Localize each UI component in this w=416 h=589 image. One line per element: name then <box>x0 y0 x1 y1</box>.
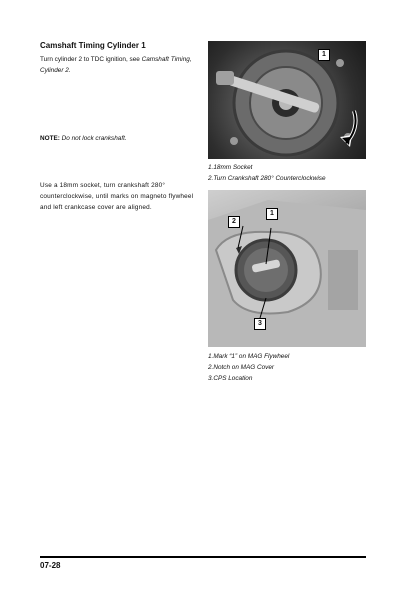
figure2-captions <box>208 351 289 384</box>
note-text: Do not lock crankshaft. <box>61 135 127 142</box>
body-paragraph: Use a 18mm socket, turn crankshaft 280° counterclockwise, until marks on magneto flywheel and left crankcase cover are aligned. <box>40 182 194 211</box>
flywheel-mark-photo <box>208 190 366 347</box>
figure2-callout-2: 2 <box>228 216 240 228</box>
figure1-captions <box>208 162 326 184</box>
note <box>40 135 127 142</box>
figure2-caption-3: 3.CPS Location <box>208 375 253 382</box>
socket-photo <box>208 41 366 159</box>
figure2-caption-1: 1.Mark “1” on MAG Flywheel <box>208 353 290 360</box>
figure1-caption-1: 1.18mm Socket <box>208 164 253 171</box>
page-number: 07-28 <box>40 561 61 570</box>
intro-reference: Camshaft Timing, Cylinder 2 <box>40 56 192 74</box>
intro-end: . <box>68 67 71 74</box>
figure1-caption-2: 2.Turn Crankshaft 280° Counterclockwise <box>208 175 326 182</box>
note-label: NOTE: <box>40 135 60 142</box>
flywheel-mark-photo-art <box>208 190 366 347</box>
section-title: Camshaft Timing Cylinder 1 <box>40 41 146 50</box>
intro-paragraph <box>40 54 202 76</box>
socket-photo-art <box>208 41 366 159</box>
figure2-callout-1: 1 <box>266 208 278 220</box>
footer-rule <box>40 556 366 558</box>
figure1-callout-1: 1 <box>318 49 330 61</box>
intro-text: Turn cylinder 2 to TDC ignition, see <box>40 56 142 63</box>
figure2-callout-3: 3 <box>254 318 266 330</box>
figure2-caption-2: 2.Notch on MAG Cover <box>208 364 275 371</box>
